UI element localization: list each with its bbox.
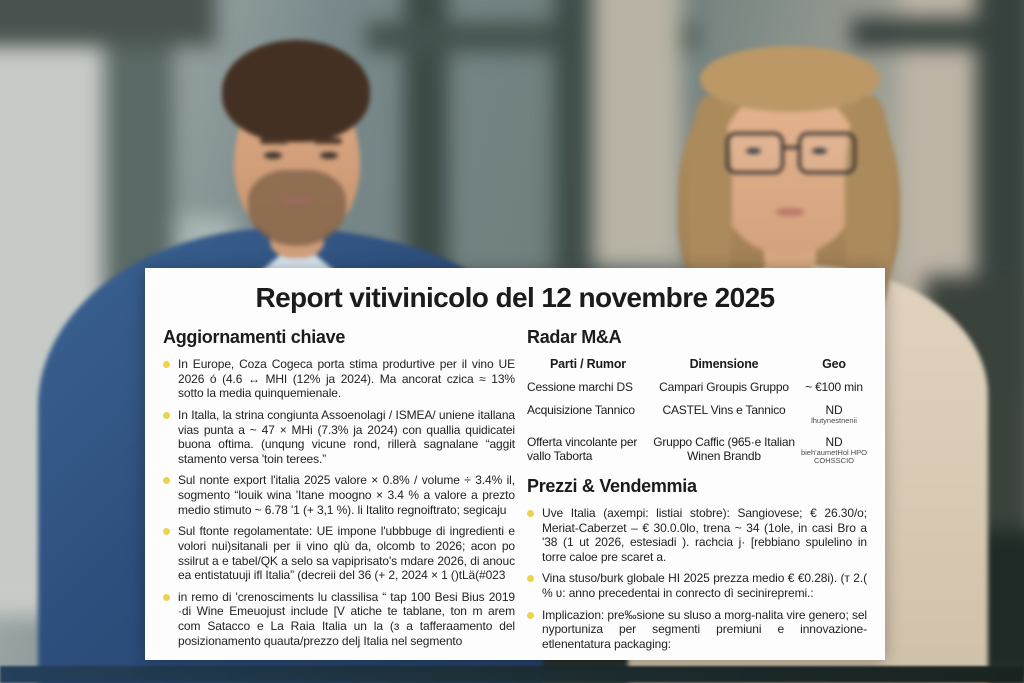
table-header-geo: Geo — [822, 357, 846, 371]
list-item — [163, 357, 515, 401]
woman-eye — [812, 148, 827, 154]
woman-eye — [746, 148, 761, 154]
report-columns — [163, 323, 867, 659]
section-heading-updates: Aggiornamenti chiave — [163, 327, 346, 347]
glasses-lens — [798, 132, 856, 174]
geo-note: lhutynestnenii — [811, 416, 857, 425]
list-item — [163, 408, 515, 467]
prices-list — [527, 506, 867, 652]
list-item — [163, 590, 515, 649]
list-item — [527, 506, 867, 565]
bullet-icon — [163, 528, 170, 535]
ma-column — [527, 323, 867, 659]
report-card — [145, 268, 885, 660]
table-header-party: Parti / Rumor — [550, 357, 626, 371]
bullet-icon — [527, 510, 534, 517]
updates-list — [163, 357, 515, 648]
table-cell-party: Acquisizione Tannico — [527, 403, 635, 417]
glasses-bridge — [782, 146, 800, 149]
table-cell-dimension: Gruppo Caffic (965·e Italian Winen Brandb — [653, 434, 795, 463]
bullet-icon — [163, 594, 170, 601]
bullet-icon — [163, 361, 170, 368]
woman-lips — [776, 208, 804, 216]
geo-value: ~ €100 min — [805, 380, 863, 394]
woman-hair-fringe — [700, 46, 880, 112]
update-text: Sul nonte export l'italia 2025 valore × 0.8% / volume ÷ 3.4% il, sogmento “louik wina 'Itane moogno × 3.4 % a valore a prezto medio stimuto ~ 6.78 '1 (+ 3,1 %). li Italito regnoiftrato; segicaju — [178, 473, 515, 517]
price-text: Uve Italia (axempi: listiai stobre): Sangiovese; € 26.30/o; Meriat-Caberzet – € 30.0.0lo, trena ~ 34 (1ole, in casi Bro a '38 (1 ut 2026, estesiadi ). rachcia j· [rebbiano spulelino in torre caloe pre scaret a. — [542, 505, 867, 564]
bullet-icon — [527, 575, 534, 582]
update-text: In Europe, Coza Cogeca porta stima produrtive per il vino UE 2026 ó (4.6 ↔ MHI (12% ja 2024). Ma ancorat czica ≈ 13% sotto la media quinquemienale. — [178, 357, 515, 401]
report-title: Report vitivinicolo del 12 novembre 2025 — [255, 282, 775, 313]
updates-column — [163, 323, 515, 659]
bullet-icon — [527, 612, 534, 619]
section-heading-prezzi: Prezzi & Vendemmia — [527, 475, 697, 496]
table-cell-geo — [799, 403, 869, 426]
desk-edge — [0, 666, 1024, 683]
table-cell-geo — [799, 380, 869, 394]
table-cell-dimension: Campari Groupis Gruppo — [659, 380, 789, 394]
update-text: in remo di 'crenosciments lu classilisa “ tap 100 Besi Bius 2019 ·di Wine Emeuojust include [V atiche te tablane, ton m arem com Satacco e La Raia Italia un la (ɜ a tafferaamento del posizionamento quauta/prezzo delj Italia nel segmento — [178, 589, 515, 648]
price-text: Vina stuso/burk globale HI 2025 prezza medio € €0.28i). (т 2.( % ʋ: anno precedentai in conrecto dì secinirepremi.: — [542, 571, 867, 600]
list-item — [163, 473, 515, 517]
table-header-dimension: Dimensione — [689, 357, 759, 371]
table-cell-party: Cessione marchi DS — [527, 380, 633, 394]
table-cell-dimension: CASTEL Vins e Tannico — [662, 403, 786, 417]
list-item — [527, 608, 867, 652]
bullet-icon — [163, 412, 170, 419]
geo-value: ND — [825, 434, 843, 449]
geo-value: ND — [825, 403, 843, 417]
section-heading-radar-ma: Radar M&A — [527, 327, 622, 347]
ma-table — [527, 357, 867, 466]
list-item — [527, 571, 867, 600]
list-item — [163, 524, 515, 583]
update-text: Sul ftonte regolamentate: UE impone l'ubbbuge di ingredienti e volori nui)sitanali per ii vino qlù da, olcomb to 2026; acon po ssilrut a e tabel/QK a selo sa vapiprisato's mdare 2026, di anouc ea entistatuuji ifl Italia” (decreii del 36 (+ 2, 2024 × 1 ()tLä(#023 — [178, 524, 515, 583]
geo-note: bieh'aumetHol HPO COHSSCIO — [800, 447, 868, 466]
update-text: In Italla, la strina congiunta Assoenolagi / ISMEA/ uniene itallana vias punta a ~ 47 × MHi (7.3% ja 2024) con quallia quidicatei buona oftima. (unqung vicune rond, rillerà sagnalane “aggit stamento versa 'toin terees.” — [178, 407, 515, 466]
bullet-icon — [163, 477, 170, 484]
table-cell-party: Offerta vincolante per vallo Taborta — [527, 434, 638, 463]
price-text: Implicazion: pre‰sione su sluso a morg-nalita vire genero; sel nyportuniza per segmenti premiuni e innovazione-etlenentatura packaging: — [542, 607, 867, 651]
table-cell-geo — [799, 435, 869, 466]
